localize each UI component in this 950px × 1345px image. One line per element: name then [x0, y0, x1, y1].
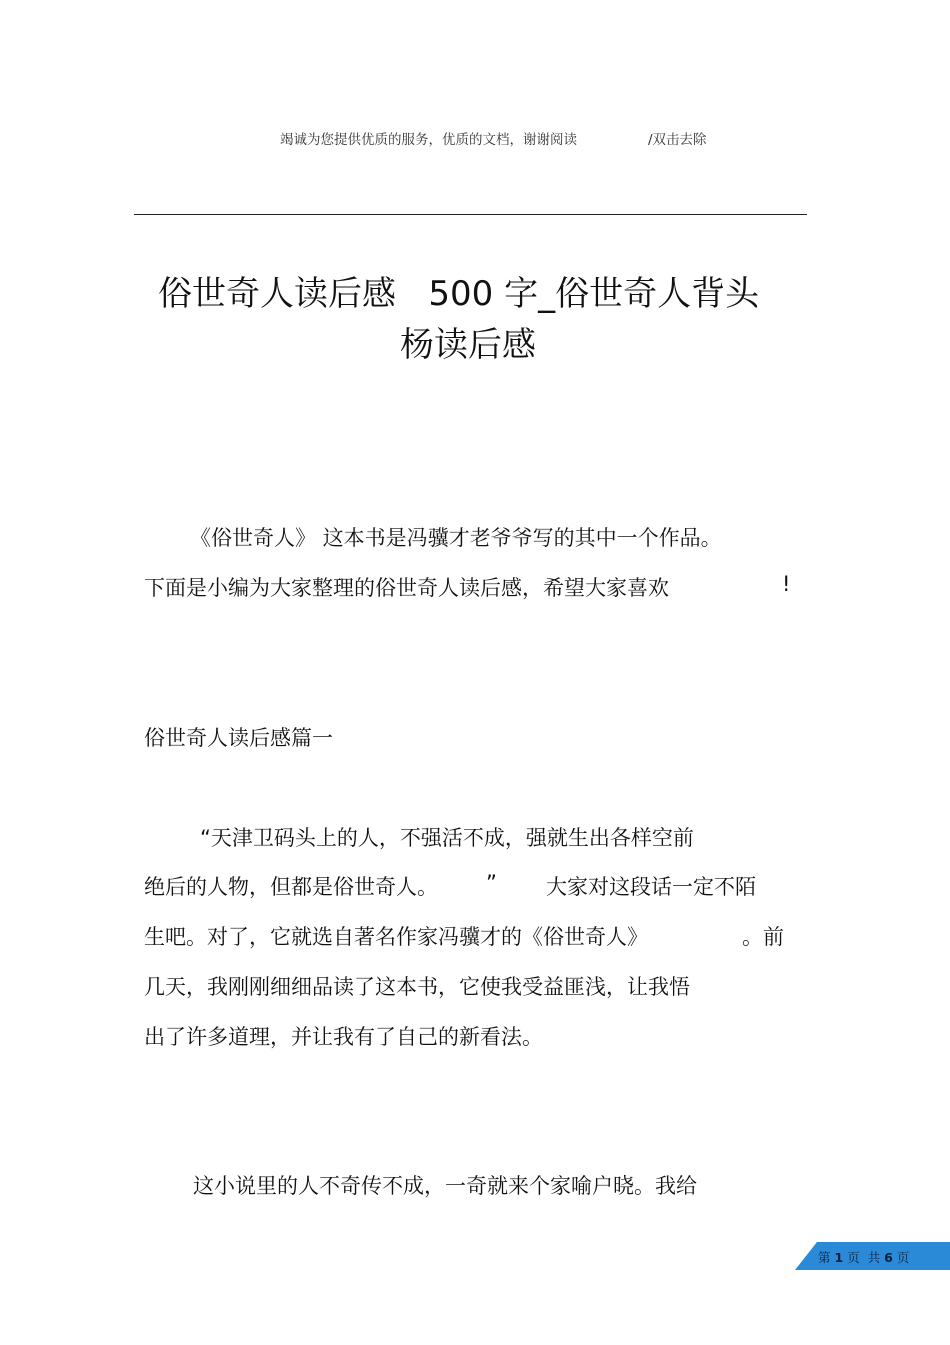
document-title-line2: 杨读后感 [400, 325, 536, 365]
header-remove-hint[interactable]: /双击去除 [648, 132, 707, 148]
para1-line4: 几天，我刚刚细细品读了这本书，它使我受益匪浅，让我悟 [144, 975, 690, 999]
total-pages-number: 6 [884, 1250, 893, 1265]
header-note: 竭诚为您提供优质的服务，优质的文档，谢谢阅读 [280, 132, 577, 148]
intro-line1: 《俗世奇人》 这本书是冯骥才老爷爷写的其中一个作品。 [190, 526, 722, 550]
page-mid: 页 共 [847, 1250, 881, 1265]
para1-line2-quote: ” [486, 871, 497, 895]
current-page-number: 1 [834, 1250, 844, 1265]
document-title-line1: 俗世奇人读后感 500 字_俗世奇人背头 [158, 274, 760, 314]
para1-line3-end: 。前 [742, 925, 784, 949]
page-indicator [818, 1248, 909, 1266]
page-prefix: 第 [818, 1250, 831, 1265]
para2-line1: 这小说里的人不奇传不成，一奇就来个家喻户晓。我给 [193, 1174, 697, 1198]
para1-line1: “天津卫码头上的人，不强活不成，强就生出各样空前 [200, 826, 694, 850]
intro-line2-end: ! [782, 572, 791, 596]
para1-line2: 绝后的人物，但都是俗世奇人。 [144, 875, 438, 899]
para1-line3: 生吧。对了，它就选自著名作家冯骥才的《俗世奇人》 [144, 925, 648, 949]
para1-line2-end: 大家对这段话一定不陌 [546, 875, 756, 899]
para1-line5: 出了许多道理，并让我有了自己的新看法。 [144, 1025, 543, 1049]
intro-line2: 下面是小编为大家整理的俗世奇人读后感，希望大家喜欢 [144, 576, 669, 600]
header-divider [134, 214, 807, 215]
page-suffix: 页 [896, 1250, 910, 1265]
section-heading: 俗世奇人读后感篇一 [144, 726, 333, 750]
